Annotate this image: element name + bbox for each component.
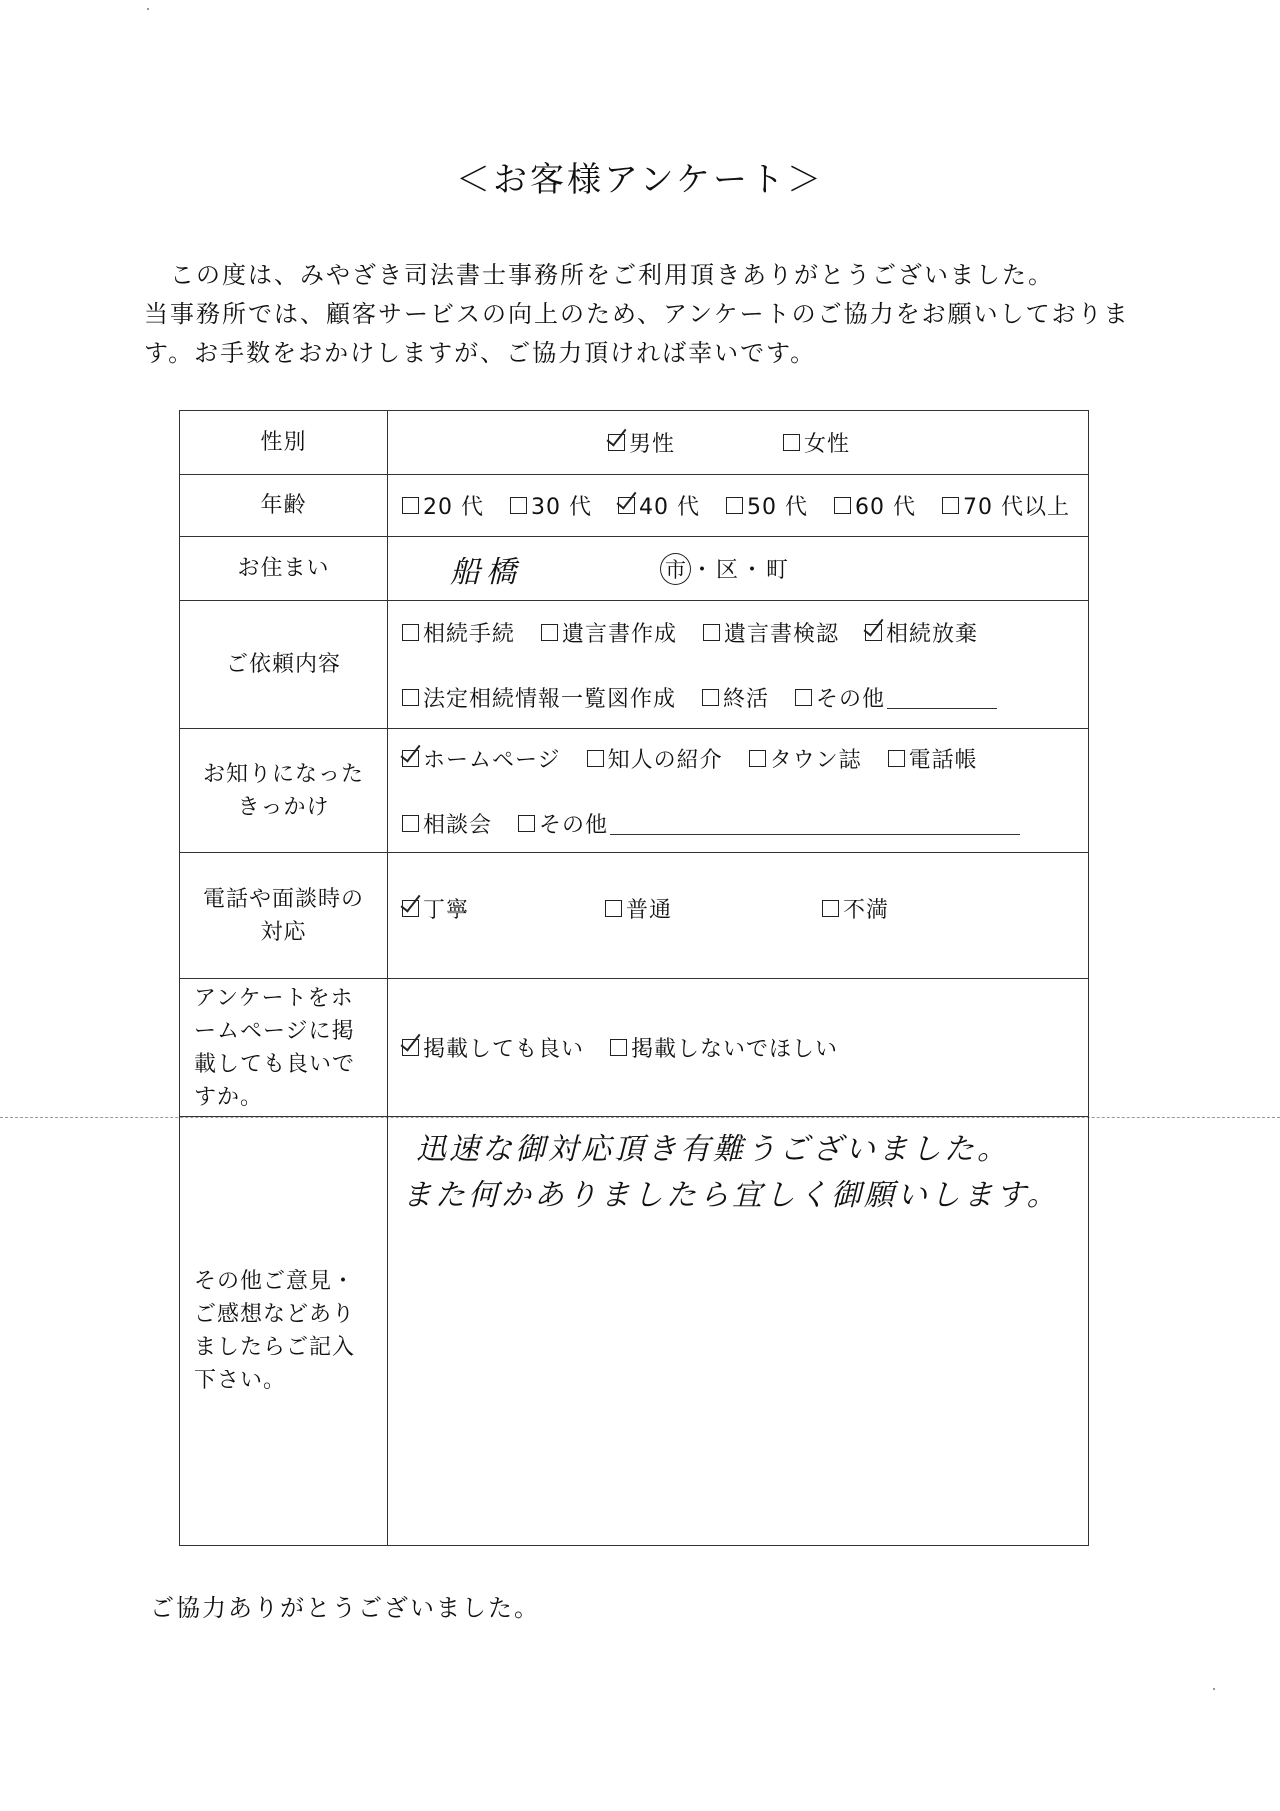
- request-row: [180, 601, 1089, 729]
- intro-text: [144, 256, 1134, 373]
- checkbox[interactable]: [726, 497, 743, 514]
- city-circled-suffix: 市: [660, 553, 691, 585]
- gender-row: [180, 411, 1089, 475]
- request-label: ご依頼内容: [180, 601, 388, 729]
- checkbox[interactable]: [402, 1039, 419, 1056]
- source-option-seminar[interactable]: 相談会: [402, 808, 492, 839]
- checkbox[interactable]: [610, 1039, 627, 1056]
- request-option-end-of-life[interactable]: 終活: [702, 682, 769, 713]
- scan-speck: [147, 8, 149, 10]
- source-option-town-magazine[interactable]: タウン誌: [749, 743, 862, 774]
- checkbox[interactable]: [510, 497, 527, 514]
- age-option-70s-plus[interactable]: 70 代以上: [942, 490, 1070, 521]
- scan-speck: [1213, 1688, 1215, 1690]
- age-option-40s[interactable]: 40 代: [618, 490, 700, 521]
- request-other-blank[interactable]: [887, 686, 997, 709]
- response-option-unsatisfied[interactable]: 不満: [822, 893, 889, 924]
- request-options-row-1: [402, 617, 1088, 648]
- publish-option-allow[interactable]: 掲載しても良い: [402, 1032, 584, 1063]
- response-option-polite[interactable]: 丁寧: [402, 893, 469, 924]
- checkbox[interactable]: [942, 497, 959, 514]
- source-option-phonebook[interactable]: 電話帳: [888, 743, 978, 774]
- age-row: [180, 475, 1089, 537]
- checkbox[interactable]: [402, 750, 419, 767]
- source-label: お知りになった きっかけ: [180, 729, 388, 853]
- page-title: ＜お客様アンケート＞: [456, 160, 824, 200]
- residence-row: [180, 537, 1089, 601]
- response-row: [180, 853, 1089, 979]
- checkbox[interactable]: [703, 624, 720, 641]
- source-options-row-2: [402, 808, 1088, 839]
- checkbox[interactable]: [865, 624, 882, 641]
- source-other-blank[interactable]: [610, 812, 1020, 835]
- checkbox[interactable]: [834, 497, 851, 514]
- survey-table: [179, 410, 1089, 1546]
- publish-options: [402, 1032, 1088, 1063]
- gender-option-male[interactable]: 男性: [608, 427, 675, 458]
- checkbox[interactable]: [402, 900, 419, 917]
- checkbox[interactable]: [402, 497, 419, 514]
- request-option-other[interactable]: その他: [795, 682, 997, 713]
- response-options: [402, 893, 1088, 924]
- comments-row: [180, 1117, 1089, 1546]
- age-label: 年齢: [180, 475, 388, 537]
- response-label: 電話や面談時の 対応: [180, 853, 388, 979]
- checkbox[interactable]: [618, 497, 635, 514]
- ward-town-suffix: ・区・町: [691, 558, 792, 583]
- checkbox[interactable]: [402, 689, 419, 706]
- gender-option-female[interactable]: 女性: [783, 427, 850, 458]
- checkbox[interactable]: [402, 815, 419, 832]
- request-option-will-drafting[interactable]: 遺言書作成: [541, 617, 677, 648]
- gender-options: [608, 427, 1088, 458]
- source-options-row-1: [402, 743, 1088, 774]
- source-option-other[interactable]: その他: [518, 808, 1020, 839]
- gender-label: 性別: [180, 411, 388, 475]
- age-options: [402, 490, 1088, 521]
- checkbox[interactable]: [608, 434, 625, 451]
- comments-label: その他ご意見・ ご感想などあり ましたらご記入 下さい。: [180, 1117, 388, 1546]
- residence-label: お住まい: [180, 537, 388, 601]
- comments-field[interactable]: [388, 1117, 1089, 1546]
- checkbox[interactable]: [518, 815, 535, 832]
- checkbox[interactable]: [702, 689, 719, 706]
- handwritten-comment: 迅速な御対応頂き有難うございました。 また何かありましたら宜しく御願いします。: [402, 1132, 1060, 1213]
- request-option-inheritance-renunciation[interactable]: 相続放棄: [865, 617, 978, 648]
- intro-line-1: この度は、みやざき司法書士事務所をご利用頂きありがとうございました。: [170, 261, 1054, 289]
- closing-text: ご協力ありがとうございました。: [150, 1594, 540, 1622]
- request-options-row-2: [402, 682, 1088, 713]
- request-option-inheritance-procedure[interactable]: 相続手続: [402, 617, 515, 648]
- source-option-homepage[interactable]: ホームページ: [402, 743, 561, 774]
- checkbox[interactable]: [795, 689, 812, 706]
- age-option-60s[interactable]: 60 代: [834, 490, 916, 521]
- request-option-will-probate[interactable]: 遺言書検認: [703, 617, 839, 648]
- request-option-inheritance-chart[interactable]: 法定相続情報一覧図作成: [402, 682, 676, 713]
- checkbox[interactable]: [822, 900, 839, 917]
- age-option-50s[interactable]: 50 代: [726, 490, 808, 521]
- checkbox[interactable]: [783, 434, 800, 451]
- checkbox[interactable]: [749, 750, 766, 767]
- age-option-30s[interactable]: 30 代: [510, 490, 592, 521]
- intro-line-3: す。お手数をおかけしますが、ご協力頂ければ幸いです。: [144, 339, 817, 367]
- checkbox[interactable]: [605, 900, 622, 917]
- response-option-average[interactable]: 普通: [605, 893, 672, 924]
- residence-city-handwritten[interactable]: 船橋: [450, 554, 522, 590]
- publish-label: アンケートをホ ームページに掲 載しても良いで すか。: [180, 979, 388, 1117]
- checkbox[interactable]: [402, 624, 419, 641]
- age-option-20s[interactable]: 20 代: [402, 490, 484, 521]
- residence-value: [402, 547, 1088, 591]
- intro-line-2: 当事務所では、顧客サービスの向上のため、アンケートのご協力をお願いしておりま: [144, 300, 1130, 328]
- checkbox[interactable]: [541, 624, 558, 641]
- checkbox[interactable]: [587, 750, 604, 767]
- publish-option-deny[interactable]: 掲載しないでほしい: [610, 1032, 838, 1063]
- source-row: [180, 729, 1089, 853]
- source-option-referral[interactable]: 知人の紹介: [587, 743, 723, 774]
- checkbox[interactable]: [888, 750, 905, 767]
- publish-row: [180, 979, 1089, 1117]
